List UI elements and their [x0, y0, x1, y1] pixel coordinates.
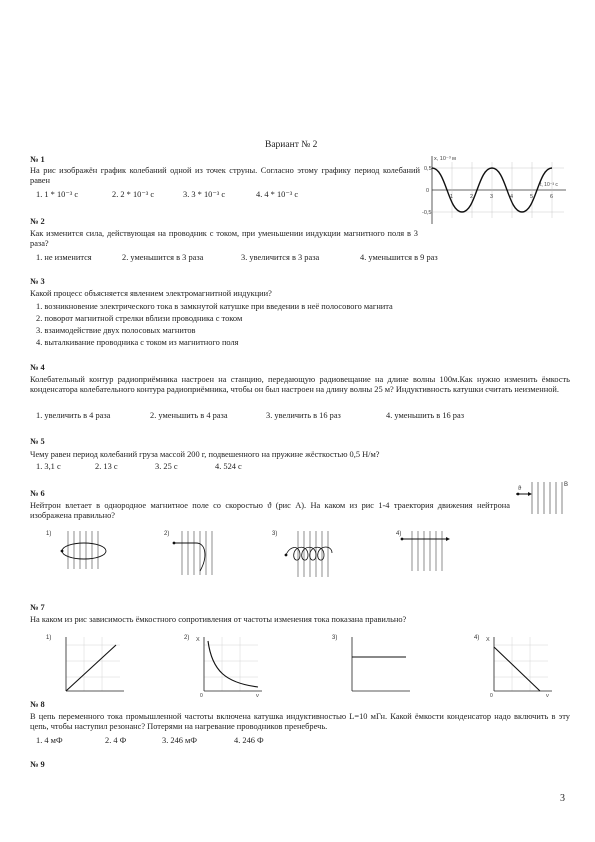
q2-option-3: 3. увеличится в 3 раза — [241, 253, 320, 262]
q5-option-3: 3. 25 с — [155, 462, 178, 471]
question-text-1: На рис изображён график колебаний одной из точек струны. Согласно этому графику период колебаний равен — [30, 166, 420, 185]
question-number-7: № 7 — [30, 603, 45, 612]
q7-axis-y-4: X — [486, 637, 490, 643]
q1-oscillation-graph — [424, 150, 570, 230]
q6-fig-label-1: 1) — [46, 531, 52, 537]
question-number-5: № 5 — [30, 437, 45, 446]
q6-fig-label-2: 2) — [164, 531, 170, 537]
question-number-9: № 9 — [30, 760, 45, 769]
q7-fig-label-4: 4) — [474, 635, 480, 641]
q4-option-1: 1. увеличить в 4 раза — [36, 411, 111, 420]
q5-option-4: 4. 524 с — [215, 462, 242, 471]
q6-figure-3 — [272, 527, 352, 579]
q8-option-1: 1. 4 мФ — [36, 736, 63, 745]
q6-figure-a — [514, 478, 572, 518]
q1-x-tick: 3 — [490, 194, 494, 200]
question-number-2: № 2 — [30, 217, 45, 226]
q7-graph-4 — [474, 631, 554, 697]
q2-option-1: 1. не изменится — [36, 253, 92, 262]
q3-option-2: 2. поворот магнитной стрелки вблизи проводника с током — [36, 314, 243, 323]
question-text-8: В цепь переменного тока промышленной частоты включена катушка индуктивностью L=10 мГн. Какой ёмкости конденсатор надо включить в эту цепь, чтобы наступил резонанс? Потерями на нагревание проводников пренебречь. — [30, 712, 570, 731]
q1-y-label: x, 10⁻³ м — [434, 156, 456, 162]
q1-y-tick: -0,5 — [422, 210, 432, 216]
q8-option-4: 4. 246 Ф — [234, 736, 264, 745]
q2-option-2: 2. уменьшится в 3 раза — [122, 253, 204, 262]
page-title: Вариант № 2 — [265, 140, 318, 150]
q7-axis-x-4: ν — [546, 693, 549, 699]
velocity-label: ϑ — [518, 486, 522, 492]
q1-option-1: 1. 1 * 10⁻³ с — [36, 190, 79, 199]
q7-fig-label-2: 2) — [184, 635, 190, 641]
q5-option-1: 1. 3,1 с — [36, 462, 61, 471]
q6-fig-label-3: 3) — [272, 531, 278, 537]
q7-graph-3 — [332, 631, 412, 697]
question-text-5: Чему равен период колебаний груза массой 200 г, подвешенного на пружине жёсткостью 0,5 Н/м? — [30, 450, 380, 459]
q4-option-2: 2. уменьшить в 4 раза — [150, 411, 228, 420]
q3-option-3: 3. взаимодействие двух полосовых магнитов — [36, 326, 196, 335]
q7-origin-4: 0 — [490, 693, 493, 699]
question-number-8: № 8 — [30, 700, 45, 709]
q1-x-tick: 4 — [510, 194, 514, 200]
q1-option-2: 2. 2 * 10⁻³ с — [112, 190, 155, 199]
q1-x-tick: 2 — [470, 194, 474, 200]
q1-x-label: t, 10⁻³ с — [540, 182, 558, 188]
q6-figure-2 — [164, 527, 234, 577]
q3-option-4: 4. выталкивание проводника с током из магнитного поля — [36, 338, 239, 347]
page-number: 3 — [560, 793, 565, 804]
q3-option-1: 1. возникновение электрического тока в замкнутой катушке при введении в неё полосового магнита — [36, 302, 393, 311]
q5-option-2: 2. 13 с — [95, 462, 118, 471]
question-number-4: № 4 — [30, 363, 45, 372]
question-number-1: № 1 — [30, 155, 45, 164]
q1-option-4: 4. 4 * 10⁻³ с — [256, 190, 299, 199]
q4-option-3: 3. увеличить в 16 раз — [266, 411, 341, 420]
question-text-4: Колебательный контур радиоприёмника настроен на станцию, передающую радиовещание на длине волны 100м.Как нужно изменить ёмкость конденсатора колебательного контура радиоприёмника, чтобы он был настроен на длину волны 25 м? Индуктивность катушки считать неизменной. — [30, 375, 570, 394]
q6-figure-4 — [396, 527, 456, 573]
q7-fig-label-1: 1) — [46, 635, 52, 641]
q8-option-2: 2. 4 Ф — [105, 736, 127, 745]
q2-option-4: 4. уменьшится в 9 раз — [360, 253, 438, 262]
q1-option-3: 3. 3 * 10⁻³ с — [183, 190, 226, 199]
q6-figure-1 — [46, 527, 116, 571]
question-text-6: Нейтрон влетает в однородное магнитное поле со скоростью ϑ (рис А). На каком из рис 1-4 траектория движения нейтрона изображена правильно? — [30, 501, 510, 520]
q1-y-tick: 0,5 — [424, 166, 432, 172]
q8-option-3: 3. 246 мФ — [162, 736, 197, 745]
q1-y-tick: 0 — [426, 188, 430, 194]
field-label-b: B — [564, 482, 569, 488]
q4-option-4: 4. уменьшить в 16 раз — [386, 411, 465, 420]
q7-graph-1 — [46, 631, 126, 697]
q1-x-tick: 6 — [550, 194, 554, 200]
q1-x-tick: 5 — [530, 194, 534, 200]
question-number-6: № 6 — [30, 489, 45, 498]
question-number-3: № 3 — [30, 277, 45, 286]
q1-x-tick: 1 — [450, 194, 454, 200]
q7-graph-2 — [184, 631, 264, 697]
q7-axis-x-2: ν — [256, 693, 259, 699]
q7-fig-label-3: 3) — [332, 635, 338, 641]
q6-fig-label-4: 4) — [396, 531, 402, 537]
q7-axis-y-2: X — [196, 637, 200, 643]
question-text-2: Как изменится сила, действующая на проводник с током, при уменьшении индукции магнитного поля в 3 раза? — [30, 229, 418, 248]
question-text-7: На каком из рис зависимость ёмкостного сопротивления от частоты изменения тока показана правильно? — [30, 615, 407, 624]
question-text-3: Какой процесс объясняется явлением электромагнитной индукции? — [30, 289, 272, 298]
q7-origin-2: 0 — [200, 693, 203, 699]
